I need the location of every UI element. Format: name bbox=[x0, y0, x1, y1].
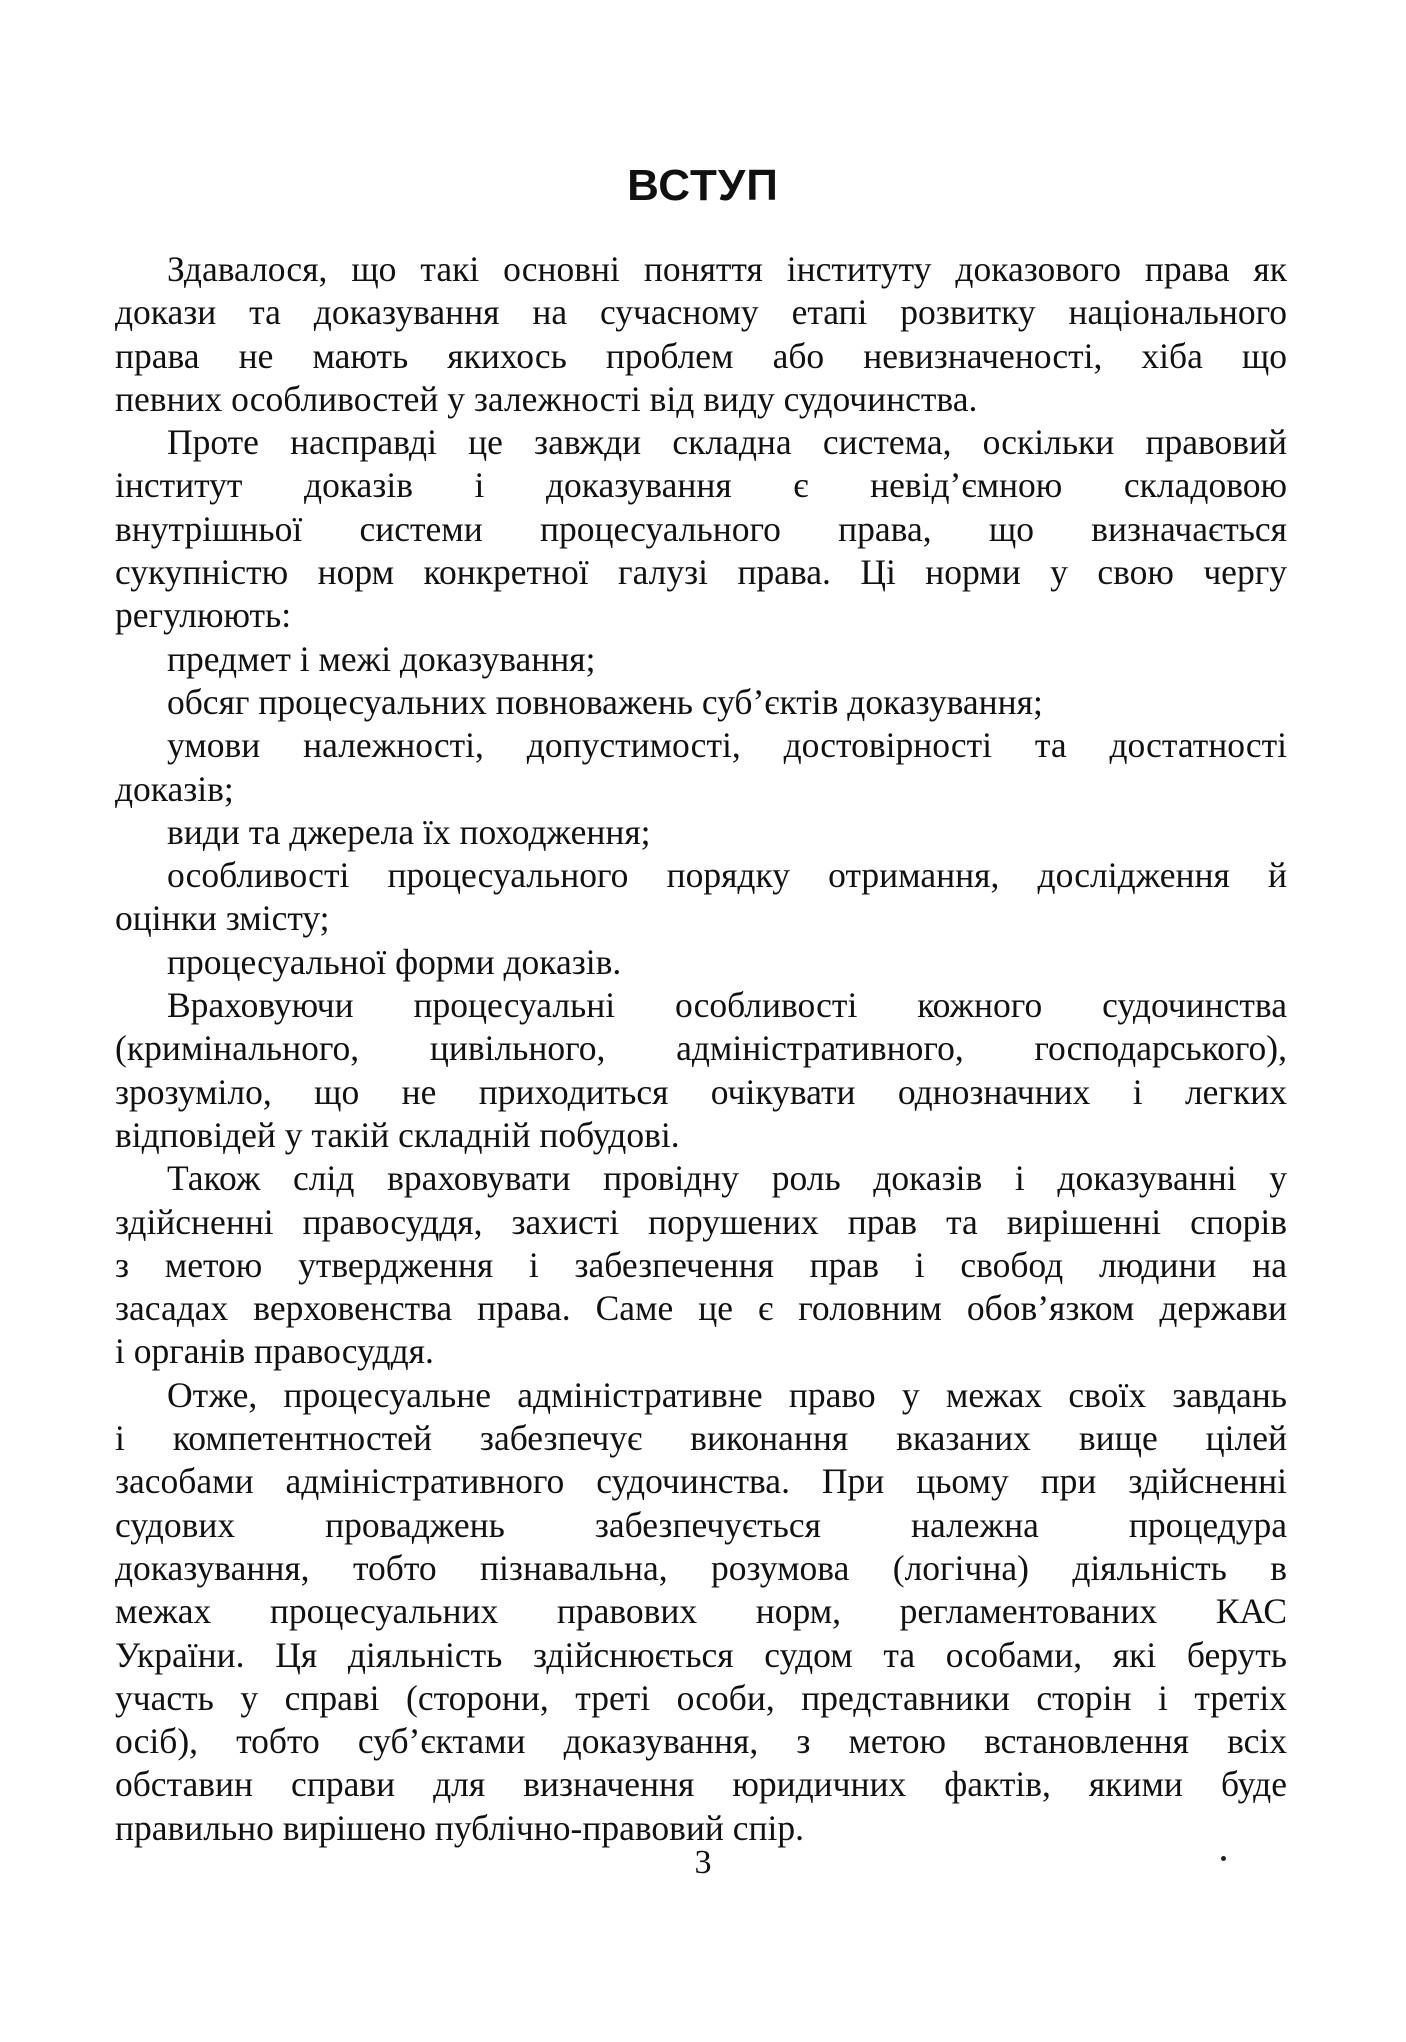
text-line: обсяг процесуальних повноважень суб’єктів доказування; bbox=[167, 681, 1043, 722]
text-line: Враховуючи процесуальні особливості кожного судочинства bbox=[167, 985, 1287, 1026]
text-line: види та джерела їх походження; bbox=[167, 811, 651, 852]
text-line: доказів; bbox=[115, 768, 234, 809]
text-line: (кримінального, цивільного, адміністративного, господарського), bbox=[115, 1028, 1287, 1069]
text-line: з метою утвердження і забезпечення прав і свобод людини на bbox=[115, 1244, 1287, 1285]
text-line: Отже, процесуальне адміністративне право у межах своїх завдань bbox=[167, 1374, 1287, 1415]
text-line: інститут доказів і доказування є невід’ємною складовою bbox=[115, 465, 1287, 506]
text-line: права не мають якихось проблем або невизначеності, хіба що bbox=[115, 335, 1287, 376]
text-line: внутрішньої системи процесуального права, що визначається bbox=[115, 508, 1287, 549]
text-line: зрозуміло, що не приходиться очікувати однозначних і легких bbox=[115, 1071, 1287, 1112]
text-line: здійсненні правосуддя, захисті порушених прав та вирішенні спорів bbox=[115, 1201, 1287, 1242]
text-line: докази та доказування на сучасному етапі розвитку національного bbox=[115, 292, 1287, 333]
body-text bbox=[115, 248, 1287, 1850]
text-line: межах процесуальних правових норм, регламентованих КАС bbox=[115, 1591, 1287, 1632]
text-line: процесуальної форми доказів. bbox=[167, 941, 622, 982]
text-line: особливості процесуального порядку отримання, дослідження й bbox=[167, 855, 1287, 896]
text-line: сукупністю норм конкретної галузі права. Ці норми у свою чергу bbox=[115, 552, 1287, 593]
page-title: ВСТУП bbox=[627, 161, 779, 210]
text-line: Проте насправді це завжди складна система, оскільки правовий bbox=[167, 422, 1287, 463]
page-number: 3 bbox=[694, 1844, 712, 1881]
text-line: засобами адміністративного судочинства. При цьому при здійсненні bbox=[115, 1461, 1287, 1502]
text-line: предмет і межі доказування; bbox=[167, 638, 596, 679]
text-line: і компетентностей забезпечує виконання вказаних вище цілей bbox=[115, 1418, 1287, 1459]
scan-speck bbox=[1221, 1856, 1226, 1861]
text-line: осіб), тобто суб’єктами доказування, з метою встановлення всіх bbox=[115, 1721, 1287, 1762]
text-line: оцінки змісту; bbox=[115, 898, 330, 939]
text-line: певних особливостей у залежності від виду судочинства. bbox=[115, 378, 978, 419]
text-line: і органів правосуддя. bbox=[115, 1331, 434, 1372]
text-line: відповідей у такій складній побудові. bbox=[115, 1114, 680, 1155]
text-line: участь у справі (сторони, треті особи, представники сторін і третіх bbox=[115, 1677, 1287, 1718]
text-line: Здавалося, що такі основні поняття інституту доказового права як bbox=[167, 249, 1287, 289]
text-line: доказування, тобто пізнавальна, розумова (логічна) діяльність в bbox=[115, 1547, 1287, 1588]
text-line: судових проваджень забезпечується належна процедура bbox=[115, 1504, 1287, 1545]
text-line: умови належності, допустимості, достовірності та достатності bbox=[167, 725, 1287, 766]
text-line: обставин справи для визначення юридичних фактів, якими буде bbox=[115, 1764, 1287, 1805]
text-line: правильно вирішено публічно-правовий спір. bbox=[115, 1807, 804, 1848]
text-line: України. Ця діяльність здійснюється судом та особами, які беруть bbox=[115, 1634, 1287, 1675]
text-line: засадах верховенства права. Саме це є головним обов’язком держави bbox=[115, 1288, 1287, 1329]
text-line: Також слід враховувати провідну роль доказів і доказуванні у bbox=[167, 1158, 1287, 1199]
text-line: регулюють: bbox=[115, 595, 292, 636]
